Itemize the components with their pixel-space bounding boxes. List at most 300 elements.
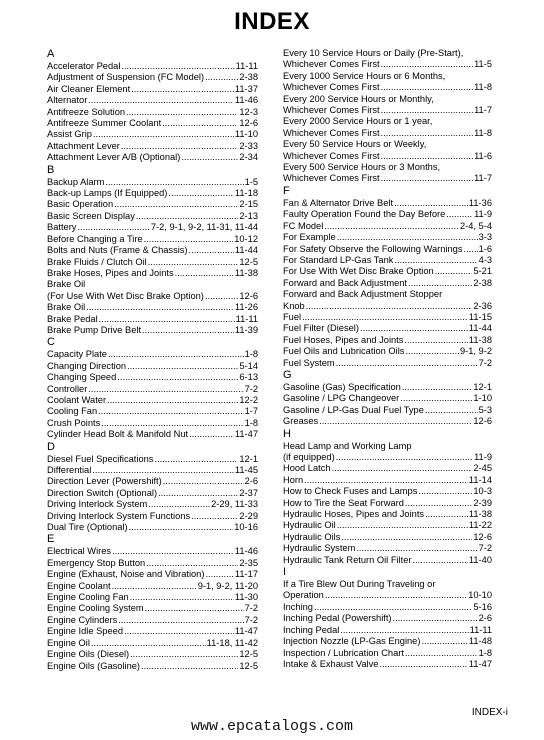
dot-leader bbox=[404, 335, 468, 346]
index-entry bbox=[283, 278, 492, 289]
index-entry-title: Attachment Lever bbox=[47, 140, 120, 151]
dot-leader bbox=[304, 475, 468, 486]
index-entry bbox=[47, 107, 258, 118]
index-entry-title: Engine Cooling Fan bbox=[47, 592, 129, 603]
index-entry-heading: Every 2000 Service Hours or 1 year, bbox=[283, 116, 433, 127]
index-entry-page: 2-36 bbox=[473, 300, 492, 311]
index-entry bbox=[283, 452, 492, 463]
index-entry-page: 1-5 bbox=[244, 176, 258, 187]
dot-leader bbox=[101, 418, 243, 429]
dot-leader bbox=[136, 211, 239, 222]
index-entry bbox=[47, 384, 258, 395]
index-entry-title: Adjustment of Suspension (FC Model) bbox=[47, 72, 205, 83]
section-letter: G bbox=[283, 368, 292, 381]
index-entry-title: For Use With Wet Disc Brake Option bbox=[283, 266, 434, 277]
index-entry-title: Brake Fluids / Clutch Oil bbox=[47, 256, 147, 267]
index-entry-title: Differential bbox=[47, 465, 92, 475]
index-entry-page: 11-18, 11-42 bbox=[206, 637, 258, 648]
dot-leader bbox=[381, 173, 473, 184]
dot-leader bbox=[314, 602, 472, 613]
dot-leader bbox=[381, 105, 473, 116]
index-entry-title: Inspection / Lubrication Chart bbox=[283, 647, 404, 658]
dot-leader bbox=[175, 268, 234, 279]
dot-leader bbox=[105, 177, 243, 188]
index-entry-title: Gasoline (Gas) Specification bbox=[283, 381, 401, 392]
dot-leader bbox=[319, 416, 472, 427]
index-entry-page: 11-39 bbox=[234, 324, 258, 335]
index-entry-page: 11-8 bbox=[474, 82, 492, 93]
index-entry-title: Cooling Fan bbox=[47, 406, 98, 417]
index-entry-title: Hydraulic Oil bbox=[283, 520, 336, 531]
index-entry-title: Fuel Hoses, Pipes and Joints bbox=[283, 334, 404, 345]
index-entry bbox=[283, 198, 492, 209]
index-entry-title: Coolant Water bbox=[47, 394, 107, 405]
index-entry-page: 11-30 bbox=[234, 592, 258, 603]
dot-leader bbox=[117, 372, 238, 383]
index-entry bbox=[47, 406, 258, 417]
dot-leader bbox=[446, 209, 473, 220]
index-entry bbox=[47, 188, 258, 199]
index-entry-title: How to Check Fuses and Lamps bbox=[283, 486, 418, 497]
dot-leader bbox=[168, 188, 234, 199]
index-entry bbox=[47, 569, 258, 580]
index-entry bbox=[283, 405, 492, 416]
index-entry-page: 3-3 bbox=[478, 232, 492, 243]
index-entry-page: 11-9 bbox=[474, 452, 492, 462]
section-letter: B bbox=[47, 163, 55, 176]
index-entry-page: 11-5 bbox=[474, 59, 492, 70]
index-entry-page: 11-18 bbox=[234, 188, 258, 199]
index-entry bbox=[47, 465, 258, 476]
index-entry-page: 12-6 bbox=[473, 531, 492, 542]
index-entry-title: Fuel Oils and Lubrication Oils bbox=[283, 346, 405, 357]
dot-leader bbox=[340, 625, 468, 636]
index-entry bbox=[47, 302, 258, 313]
index-entry-heading: Forward and Back Adjustment Stopper bbox=[283, 289, 443, 300]
index-entry-heading: Every 50 Service Hours or Weekly, bbox=[283, 139, 427, 150]
index-entry-title: Brake Oil bbox=[47, 302, 86, 313]
index-entry bbox=[283, 555, 492, 566]
index-entry-page: 11-47 bbox=[234, 626, 258, 637]
index-entry-title: Capacity Plate bbox=[47, 349, 107, 360]
dot-leader bbox=[148, 499, 210, 510]
index-entry bbox=[283, 543, 492, 554]
index-entry bbox=[283, 520, 492, 531]
index-entry bbox=[47, 257, 258, 268]
dot-leader bbox=[402, 382, 473, 393]
index-entry bbox=[283, 255, 492, 266]
index-entry bbox=[47, 177, 258, 188]
index-entry-title: How to Tire the Seat Forward bbox=[283, 497, 404, 508]
index-entry-page: 11-40 bbox=[468, 554, 492, 565]
index-entry-title: Brake Pump Drive Belt bbox=[47, 324, 142, 335]
section-letter: D bbox=[47, 440, 55, 453]
dot-leader bbox=[91, 638, 206, 649]
index-entry-page: 2-45 bbox=[473, 463, 492, 474]
index-entry bbox=[47, 95, 258, 106]
index-entry-page: 12-5 bbox=[239, 660, 258, 671]
index-entry-page: 11-44 bbox=[234, 245, 258, 256]
index-entry-title: Bolts and Nuts (Frame & Chassis) bbox=[47, 245, 188, 256]
index-entry-title: Engine Idle Speed bbox=[47, 626, 123, 637]
watermark-url: www.epcatalogs.com bbox=[190, 718, 354, 735]
dot-leader bbox=[158, 488, 238, 499]
index-entry bbox=[283, 648, 492, 659]
dot-leader bbox=[131, 84, 234, 95]
dot-leader bbox=[107, 395, 238, 406]
dot-leader bbox=[306, 301, 473, 312]
index-entry bbox=[47, 395, 258, 406]
dot-leader bbox=[337, 520, 468, 531]
dot-leader bbox=[112, 581, 197, 592]
index-entry-page: 2-33 bbox=[239, 140, 258, 151]
index-entry bbox=[283, 463, 492, 474]
index-entry-title: Air Cleaner Element bbox=[47, 83, 131, 94]
index-entry-title: Fan & Alternator Drive Belt bbox=[283, 197, 394, 208]
index-entry-page: 5-3 bbox=[478, 404, 492, 415]
dot-leader bbox=[408, 278, 472, 289]
index-column-left bbox=[47, 48, 258, 672]
dot-leader bbox=[341, 532, 472, 543]
index-entry bbox=[283, 232, 492, 243]
index-entry-title: Controller bbox=[47, 383, 88, 394]
index-entry bbox=[47, 615, 258, 626]
index-entry-title: FC Model bbox=[283, 220, 324, 231]
index-entry-title: Injection Nozzle (LP-Gas Engine) bbox=[283, 636, 421, 647]
index-entry-page: 1-10 bbox=[473, 393, 492, 404]
index-entry-title: Crush Points bbox=[47, 417, 101, 428]
dot-leader bbox=[148, 257, 239, 268]
index-entry bbox=[47, 61, 258, 72]
index-entry bbox=[283, 613, 492, 624]
index-entry bbox=[283, 659, 492, 670]
index-entry bbox=[283, 602, 492, 613]
dot-leader bbox=[145, 603, 244, 614]
index-entry bbox=[283, 105, 492, 116]
index-entry-title: For Safety Observe the Following Warnings bbox=[283, 243, 463, 254]
index-entry bbox=[47, 349, 258, 360]
index-entry bbox=[283, 416, 492, 427]
index-entry-page: 5-21 bbox=[473, 266, 492, 277]
dot-leader bbox=[393, 613, 478, 624]
dot-leader bbox=[381, 82, 473, 93]
index-entry-heading: Every 200 Service Hours or Monthly, bbox=[283, 93, 434, 104]
dot-leader bbox=[360, 323, 468, 334]
index-entry-title: Operation bbox=[283, 590, 324, 601]
dot-leader bbox=[77, 222, 149, 233]
section-letter: C bbox=[47, 336, 55, 349]
index-entry bbox=[47, 638, 258, 649]
index-entry-title: Antifreeze Solution bbox=[47, 106, 126, 117]
index-entry bbox=[283, 173, 492, 184]
index-entry-title: (For Use With Wet Disc Brake Option) bbox=[47, 290, 204, 301]
index-entry-page: 11-10 bbox=[234, 129, 258, 140]
index-entry-title: Engine Oils (Gasoline) bbox=[47, 660, 141, 671]
index-entry-page: 2-6 bbox=[244, 476, 258, 487]
index-entry bbox=[283, 209, 492, 220]
dot-leader bbox=[394, 255, 477, 266]
dot-leader bbox=[405, 648, 478, 659]
dot-leader bbox=[405, 346, 459, 357]
dot-leader bbox=[435, 266, 473, 277]
index-entry-title: Attachment Lever A/B (Optional) bbox=[47, 152, 181, 163]
dot-leader bbox=[93, 129, 234, 140]
dot-leader bbox=[154, 454, 238, 465]
index-entry-page: 11-7 bbox=[474, 173, 492, 184]
index-entry-page: 11-6 bbox=[474, 150, 492, 161]
dot-leader bbox=[394, 198, 468, 209]
index-entry-title: Horn bbox=[283, 474, 304, 485]
index-entry-page: 12-2 bbox=[239, 394, 258, 405]
index-entry bbox=[283, 323, 492, 334]
index-entry bbox=[47, 372, 258, 383]
index-entry-title: Fuel Filter (Diesel) bbox=[283, 323, 359, 334]
index-entry bbox=[283, 532, 492, 543]
index-entry-title: Dual Tire (Optional) bbox=[47, 522, 128, 533]
index-entry bbox=[47, 199, 258, 210]
index-entry-title: Diesel Fuel Specifications bbox=[47, 453, 154, 464]
index-entry bbox=[47, 592, 258, 603]
index-entry-title: Engine Coolant bbox=[47, 580, 111, 591]
index-entry-title: Battery bbox=[47, 222, 77, 233]
index-entry bbox=[47, 211, 258, 222]
index-entry-title: Inching bbox=[283, 601, 313, 612]
index-entry bbox=[47, 546, 258, 557]
index-entry bbox=[47, 268, 258, 279]
index-entry-title: Engine Oil bbox=[47, 637, 90, 648]
index-entry-title: Whichever Comes First bbox=[283, 150, 380, 161]
index-entry-page: 11-11 bbox=[235, 313, 258, 324]
dot-leader bbox=[141, 661, 238, 672]
index-entry-title: Greases bbox=[283, 416, 319, 427]
index-entry-page: 2-35 bbox=[239, 557, 258, 568]
index-entry-title: Before Changing a Tire bbox=[47, 233, 143, 244]
index-entry-title: Assist Grip bbox=[47, 129, 92, 140]
index-entry bbox=[283, 636, 492, 647]
dot-leader bbox=[381, 128, 473, 139]
index-entry-page: 2-39 bbox=[473, 497, 492, 508]
index-entry-title: Driving Interlock System bbox=[47, 499, 148, 510]
index-entry-page: 2-38 bbox=[473, 277, 492, 288]
index-entry-title: Hydraulic Tank Return Oil Filter bbox=[283, 554, 412, 565]
index-entry-title: Changing Direction bbox=[47, 360, 127, 371]
index-entry-page: 9-1, 9-2 bbox=[459, 346, 492, 357]
dot-leader bbox=[421, 636, 467, 647]
index-entry-title: Changing Speed bbox=[47, 372, 117, 383]
index-entry bbox=[283, 486, 492, 497]
dot-leader bbox=[205, 569, 233, 580]
index-entry-title: Antifreeze Summer Coolant bbox=[47, 118, 162, 129]
index-entry-page: 2-4, 5-4 bbox=[459, 220, 492, 231]
index-entry-title: Engine (Exhaust, Noise and Vibration) bbox=[47, 569, 205, 580]
index-entry-page: 11-11 bbox=[469, 624, 492, 635]
dot-leader bbox=[379, 659, 467, 670]
dot-leader bbox=[205, 291, 239, 302]
index-entry bbox=[47, 245, 258, 256]
index-entry-page: 11-26 bbox=[234, 302, 258, 313]
index-entry-title: Whichever Comes First bbox=[283, 82, 380, 93]
index-entry bbox=[47, 129, 258, 140]
dot-leader bbox=[400, 393, 472, 404]
index-entry-page: 10-3 bbox=[473, 486, 492, 497]
index-entry-heading: Head Lamp and Working Lamp bbox=[283, 440, 412, 451]
index-entry-title: Whichever Comes First bbox=[283, 173, 380, 184]
index-entry-title: Faulty Operation Found the Day Before bbox=[283, 209, 446, 220]
dot-leader bbox=[381, 59, 473, 70]
index-entry-title: Hood Latch bbox=[283, 463, 331, 474]
index-entry-page: 11-9 bbox=[474, 209, 492, 220]
index-entry-title: (if equipped) bbox=[283, 452, 335, 462]
dot-leader bbox=[425, 405, 478, 416]
index-entry-page: 2-37 bbox=[239, 487, 258, 498]
dot-leader bbox=[86, 302, 234, 313]
index-entry-title: Electrical Wires bbox=[47, 546, 112, 557]
dot-leader bbox=[381, 151, 473, 162]
index-entry-title: Engine Cylinders bbox=[47, 614, 118, 625]
index-entry bbox=[47, 429, 258, 440]
index-entry-page: 1-8 bbox=[478, 647, 492, 658]
index-entry-title: Back-up Lamps (If Equipped) bbox=[47, 188, 168, 199]
index-entry-page: 12-1 bbox=[239, 453, 258, 464]
dot-leader bbox=[130, 592, 234, 603]
index-entry-title: Direction Switch (Optional) bbox=[47, 487, 158, 498]
index-entry bbox=[47, 522, 258, 533]
index-entry-page: 7-2 bbox=[478, 357, 492, 368]
index-entry bbox=[283, 393, 492, 404]
index-entry bbox=[283, 346, 492, 357]
index-entry bbox=[283, 301, 492, 312]
index-entry-page: 11-47 bbox=[468, 658, 492, 669]
index-entry bbox=[283, 82, 492, 93]
dot-leader bbox=[88, 95, 234, 106]
index-entry-page: 11-22 bbox=[468, 520, 492, 531]
index-entry-page: 7-2 bbox=[478, 543, 492, 554]
index-entry-page: 12-5 bbox=[239, 256, 258, 267]
index-entry bbox=[283, 266, 492, 277]
index-entry bbox=[283, 151, 492, 162]
dot-leader bbox=[418, 486, 472, 497]
dot-leader bbox=[121, 141, 239, 152]
section-letter: I bbox=[283, 566, 287, 579]
dot-leader bbox=[337, 232, 478, 243]
index-entry-page: 2-29, 11-33 bbox=[211, 499, 258, 510]
index-entry-heading: Every 10 Service Hours or Daily (Pre-Start), bbox=[283, 48, 464, 58]
index-entry bbox=[47, 581, 258, 592]
index-entry-title: Whichever Comes First bbox=[283, 127, 380, 138]
dot-leader bbox=[98, 406, 243, 417]
index-entry-page: 11-7 bbox=[474, 105, 492, 116]
dot-leader bbox=[127, 361, 238, 372]
index-entry-title: Basic Operation bbox=[47, 199, 114, 210]
index-entry bbox=[47, 361, 258, 372]
index-entry bbox=[47, 418, 258, 429]
index-entry bbox=[47, 72, 258, 83]
index-entry-page: 5-14 bbox=[239, 360, 258, 371]
index-entry-page: 11-8 bbox=[474, 127, 492, 138]
index-entry-title: Knob bbox=[283, 300, 305, 311]
index-entry-title: Brake Hoses, Pipes and Joints bbox=[47, 267, 174, 278]
index-entry-page: 11-46 bbox=[234, 546, 258, 557]
index-entry-heading: Every 500 Service Hours or 3 Months, bbox=[283, 162, 441, 173]
index-entry-page: 11-47 bbox=[234, 429, 258, 440]
dot-leader bbox=[130, 649, 238, 660]
index-entry-page: 2-6 bbox=[478, 613, 492, 624]
index-entry-page: 7-2 bbox=[244, 614, 258, 625]
index-entry bbox=[283, 221, 492, 232]
dot-leader bbox=[205, 72, 238, 83]
index-entry bbox=[283, 335, 492, 346]
index-entry-title: Driving Interlock System Functions bbox=[47, 510, 191, 521]
index-entry-page: 1-8 bbox=[244, 349, 258, 360]
index-entry-page: 11-48 bbox=[468, 636, 492, 647]
index-entry bbox=[47, 118, 258, 129]
index-entry-title: Gasoline / LPG Changeover bbox=[283, 393, 400, 404]
index-entry bbox=[283, 244, 492, 255]
dot-leader bbox=[118, 615, 243, 626]
index-entry bbox=[283, 498, 492, 509]
index-entry-page: 10-12 bbox=[234, 233, 258, 244]
dot-leader bbox=[412, 555, 467, 566]
index-entry bbox=[47, 488, 258, 499]
index-entry bbox=[47, 222, 258, 233]
index-entry-page: 7-2, 9-1, 9-2, 11-31, 11-44 bbox=[150, 222, 258, 233]
index-entry-title: Inching Pedal (Powershift) bbox=[283, 613, 392, 624]
dot-leader bbox=[124, 626, 234, 637]
index-entry-page: 7-2 bbox=[244, 383, 258, 394]
index-entry-page: 11-38 bbox=[234, 267, 258, 278]
index-entry-title: Hydraulic System bbox=[283, 543, 356, 554]
dot-leader bbox=[142, 325, 234, 336]
index-entry-title: Emergency Stop Button bbox=[47, 557, 146, 568]
dot-leader bbox=[302, 312, 468, 323]
index-entry bbox=[283, 382, 492, 393]
index-entry-page: 11-44 bbox=[468, 323, 492, 334]
index-entry-page: 10-16 bbox=[234, 522, 258, 533]
dot-leader bbox=[99, 314, 235, 325]
index-entry-title: Basic Screen Display bbox=[47, 210, 135, 221]
index-entry bbox=[283, 128, 492, 139]
index-entry-page: 12-6 bbox=[473, 416, 492, 427]
dot-leader bbox=[114, 199, 238, 210]
index-entry bbox=[283, 590, 492, 601]
index-entry-page: 11-14 bbox=[468, 474, 492, 485]
dot-leader bbox=[126, 107, 238, 118]
index-entry-page: 4-3 bbox=[478, 254, 492, 265]
dot-leader bbox=[121, 61, 234, 72]
index-entry-title: Direction Lever (Powershift) bbox=[47, 476, 162, 487]
index-entry bbox=[283, 509, 492, 520]
index-entry-page: 10-10 bbox=[468, 590, 492, 601]
index-entry-page: 12-3 bbox=[239, 106, 258, 117]
index-entry-title: Alternator bbox=[47, 95, 88, 106]
index-entry-page: 2-29 bbox=[239, 510, 258, 521]
page-title: INDEX bbox=[234, 8, 310, 35]
index-entry-title: Hydraulic Oils bbox=[283, 531, 341, 542]
index-entry bbox=[47, 626, 258, 637]
index-entry bbox=[283, 358, 492, 369]
index-entry-page: 12-1 bbox=[473, 381, 492, 392]
index-entry-title: For Example bbox=[283, 232, 336, 243]
dot-leader bbox=[189, 245, 234, 256]
index-entry bbox=[47, 661, 258, 672]
index-entry-title: For Standard LP-Gas Tank bbox=[283, 254, 394, 265]
section-letter: H bbox=[283, 427, 291, 440]
index-entry-title: Fuel System bbox=[283, 357, 335, 368]
index-entry bbox=[47, 141, 258, 152]
index-entry-title: Engine Cooling System bbox=[47, 603, 144, 614]
index-entry-title: Engine Oils (Diesel) bbox=[47, 649, 130, 660]
index-entry-title: Forward and Back Adjustment bbox=[283, 277, 408, 288]
